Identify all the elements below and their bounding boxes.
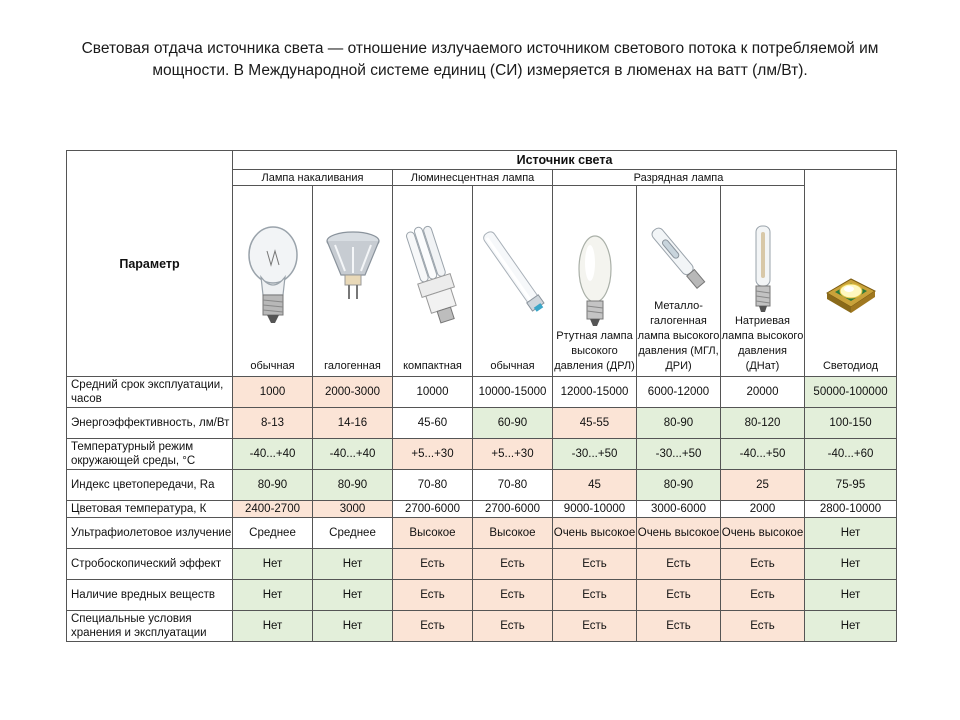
table-cell: Есть <box>473 549 553 580</box>
row-label-temperature: Температурный режим окружающей среды, °С <box>67 439 233 470</box>
row-label-uv: Ультрафиолетовое излучение <box>67 518 233 549</box>
table-cell: Есть <box>473 580 553 611</box>
lamp-cell-led <box>805 170 897 377</box>
row-label-color-temp: Цветовая температура, К <box>67 501 233 518</box>
intro-paragraph: Световая отдача источника света — отношение излучаемого источником светового потока к потребляемой им мощности. В Международной системе единиц (СИ) измеряется в люменах на ватт (лм/Вт). <box>81 40 879 79</box>
table-cell: Среднее <box>233 518 313 549</box>
table-cell: -30...+50 <box>553 439 637 470</box>
source-header: Источник света <box>233 151 897 170</box>
table-cell: 70-80 <box>473 470 553 501</box>
table-cell: 10000 <box>393 377 473 408</box>
table-cell: Есть <box>637 580 721 611</box>
table-cell: Очень высокое <box>637 518 721 549</box>
row-label-efficiency: Энергоэффективность, лм/Вт <box>67 408 233 439</box>
table-cell: 50000-100000 <box>805 377 897 408</box>
table-cell: Нет <box>805 518 897 549</box>
table-cell: Есть <box>393 549 473 580</box>
table-cell: 80-120 <box>721 408 805 439</box>
table-cell: Есть <box>721 580 805 611</box>
table-cell: 3000-6000 <box>637 501 721 518</box>
table-cell: Есть <box>553 549 637 580</box>
table-cell: Нет <box>313 549 393 580</box>
table-cell: Нет <box>805 611 897 642</box>
table-cell: Есть <box>637 549 721 580</box>
table-cell: 2700-6000 <box>393 501 473 518</box>
row-label-hazardous: Наличие вредных веществ <box>67 580 233 611</box>
table-cell: Есть <box>553 580 637 611</box>
lamp-cell-tube <box>473 186 553 377</box>
led-chip-icon <box>821 261 881 321</box>
table-cell: Нет <box>233 611 313 642</box>
table-cell: 80-90 <box>637 408 721 439</box>
param-header: Параметр <box>67 151 233 377</box>
table-cell: Очень высокое <box>553 518 637 549</box>
table-cell: 1000 <box>233 377 313 408</box>
table-cell: 2000 <box>721 501 805 518</box>
table-cell: 9000-10000 <box>553 501 637 518</box>
lamp-cell-cfl <box>393 186 473 377</box>
lamp-cell-incandescent <box>233 186 313 377</box>
table-cell: -40...+50 <box>721 439 805 470</box>
table-cell: 45-55 <box>553 408 637 439</box>
table-cell: 75-95 <box>805 470 897 501</box>
table-cell: 25 <box>721 470 805 501</box>
table-cell: Есть <box>637 611 721 642</box>
table-cell: Высокое <box>393 518 473 549</box>
lamp-cell-mgl <box>637 186 721 377</box>
table-cell: +5...+30 <box>393 439 473 470</box>
row-label-special-conditions: Специальные условия хранения и эксплуатации <box>67 611 233 642</box>
table-cell: Очень высокое <box>721 518 805 549</box>
table-cell: +5...+30 <box>473 439 553 470</box>
table-cell: Есть <box>473 611 553 642</box>
caption-mgl: Металло-галогенная лампа высокого давления (МГЛ, ДРИ) <box>637 300 720 372</box>
lamp-cell-dnat <box>721 186 805 377</box>
table-cell: Среднее <box>313 518 393 549</box>
table-cell: Есть <box>721 549 805 580</box>
row-label-strobe: Стробоскопический эффект <box>67 549 233 580</box>
table-cell: 45-60 <box>393 408 473 439</box>
table-cell: Есть <box>393 611 473 642</box>
table-cell: 70-80 <box>393 470 473 501</box>
table-cell: 80-90 <box>637 470 721 501</box>
halogen-spot-icon <box>323 227 383 307</box>
table-cell: 2800-10000 <box>805 501 897 518</box>
table-cell: Нет <box>313 580 393 611</box>
compact-fluorescent-icon <box>398 221 468 331</box>
caption-halogen: галогенная <box>324 360 381 372</box>
caption-tube: обычная <box>490 360 535 372</box>
table-cell: 80-90 <box>313 470 393 501</box>
group-fluorescent: Люминесцентная лампа <box>393 170 553 186</box>
table-cell: Нет <box>233 549 313 580</box>
table-cell: -30...+50 <box>637 439 721 470</box>
table-cell: Есть <box>721 611 805 642</box>
table-cell: Есть <box>553 611 637 642</box>
sodium-lamp-icon <box>748 224 778 314</box>
caption-cfl: компактная <box>403 360 462 372</box>
table-cell: 3000 <box>313 501 393 518</box>
table-cell: 20000 <box>721 377 805 408</box>
table-cell: 2400-2700 <box>233 501 313 518</box>
table-cell: 80-90 <box>233 470 313 501</box>
table-cell: 6000-12000 <box>637 377 721 408</box>
group-incandescent: Лампа накаливания <box>233 170 393 186</box>
table-cell: 10000-15000 <box>473 377 553 408</box>
table-cell: 45 <box>553 470 637 501</box>
table-cell: Нет <box>313 611 393 642</box>
table-cell: Нет <box>805 549 897 580</box>
table-cell: -40...+40 <box>313 439 393 470</box>
table-cell: 12000-15000 <box>553 377 637 408</box>
mercury-lamp-icon <box>570 233 620 329</box>
table-cell: Нет <box>233 580 313 611</box>
table-cell: -40...+40 <box>233 439 313 470</box>
table-cell: 8-13 <box>233 408 313 439</box>
group-discharge: Разрядная лампа <box>553 170 805 186</box>
table-cell: Есть <box>393 580 473 611</box>
fluorescent-tube-icon <box>478 221 548 321</box>
table-cell: 14-16 <box>313 408 393 439</box>
table-cell: Высокое <box>473 518 553 549</box>
lamp-cell-halogen <box>313 186 393 377</box>
table-cell: 2000-3000 <box>313 377 393 408</box>
table-cell: Нет <box>805 580 897 611</box>
table-cell: 2700-6000 <box>473 501 553 518</box>
caption-led: Светодиод <box>822 360 879 372</box>
row-label-lifetime: Средний срок эксплуатации, часов <box>67 377 233 408</box>
table-cell: 60-90 <box>473 408 553 439</box>
lamp-cell-drl <box>553 186 637 377</box>
table-cell: 100-150 <box>805 408 897 439</box>
metal-halide-lamp-icon <box>649 219 709 299</box>
row-label-cri: Индекс цветопередачи, Ra <box>67 470 233 501</box>
table-cell: -40...+60 <box>805 439 897 470</box>
incandescent-bulb-icon <box>243 221 303 331</box>
caption-incandescent: обычная <box>250 360 295 372</box>
caption-drl: Ртутная лампа высокого давления (ДРЛ) <box>554 330 635 372</box>
light-sources-table <box>66 150 897 642</box>
caption-dnat: Натриевая лампа высокого давления (ДНат) <box>721 315 804 372</box>
